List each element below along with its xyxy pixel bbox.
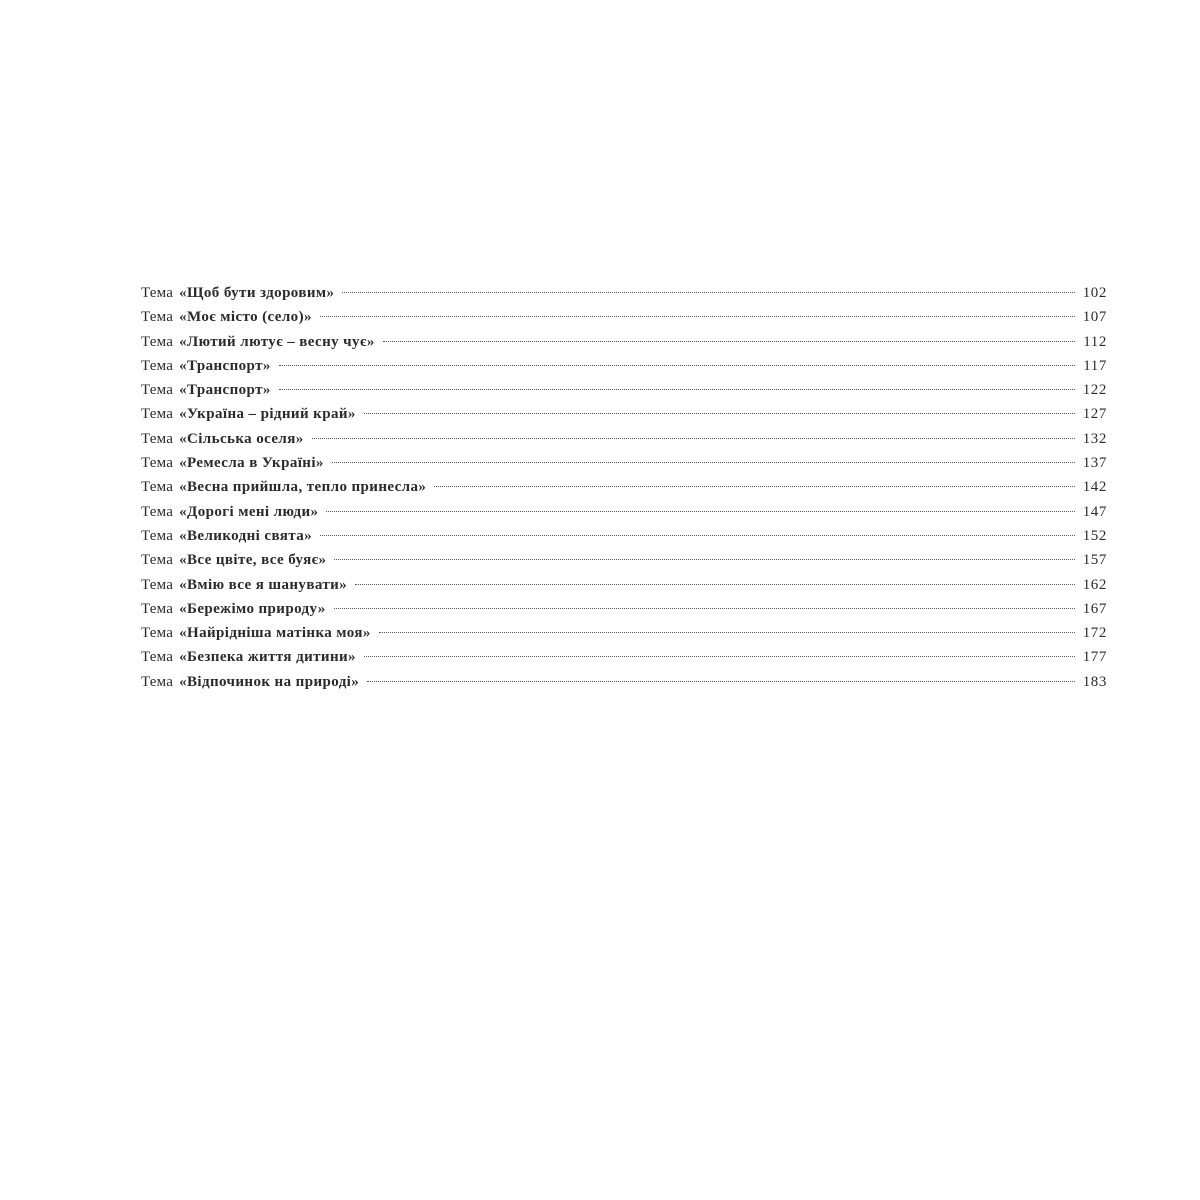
toc-entry-prefix: Тема	[141, 357, 174, 374]
toc-entry-title: «Сільська оселя»	[179, 430, 304, 447]
toc-entry-page: 122	[1082, 382, 1107, 399]
toc-entry-title: «Весна прийшла, тепло принесла»	[179, 479, 427, 496]
toc-entry	[141, 670, 1107, 694]
toc-entry-page: 172	[1082, 625, 1107, 642]
toc-entry-page: 127	[1082, 406, 1107, 423]
toc-entry	[141, 573, 1107, 597]
toc-entry-page: 112	[1083, 333, 1107, 350]
toc-entry	[141, 621, 1107, 645]
dot-leader	[355, 584, 1075, 585]
dot-leader	[364, 656, 1075, 657]
toc-entry-page: 107	[1082, 309, 1107, 326]
toc-entry-prefix: Тема	[141, 600, 174, 617]
toc-entry	[141, 524, 1107, 548]
toc-entry-title: «Транспорт»	[179, 357, 271, 374]
toc-entry-title: «Лютий лютує – весну чує»	[179, 333, 375, 350]
toc-entry-title: «Відпочинок на природі»	[179, 673, 360, 690]
dot-leader	[367, 681, 1075, 682]
toc-entry-title: «Ремесла в Україні»	[179, 455, 324, 472]
toc-entry-title: «Великодні свята»	[179, 527, 313, 544]
toc-entry-title: «Дорогі мені люди»	[179, 503, 319, 520]
toc-entry	[141, 548, 1107, 572]
toc-entry-prefix: Тема	[141, 455, 174, 472]
toc-entry-page: 132	[1082, 430, 1107, 447]
toc-entry-title: «Україна – рідний край»	[179, 406, 356, 423]
toc-entry-prefix: Тема	[141, 625, 174, 642]
toc-entry	[141, 597, 1107, 621]
toc-entry-prefix: Тема	[141, 430, 174, 447]
toc-entry-page: 137	[1082, 455, 1107, 472]
dot-leader	[334, 559, 1074, 560]
toc-entry-prefix: Тема	[141, 503, 174, 520]
toc-entry-page: 152	[1082, 527, 1107, 544]
dot-leader	[312, 438, 1075, 439]
toc-entry-page: 147	[1082, 503, 1107, 520]
dot-leader	[279, 389, 1075, 390]
toc-entry	[141, 500, 1107, 524]
toc-entry	[141, 645, 1107, 669]
toc-entry-prefix: Тема	[141, 309, 174, 326]
toc-entry	[141, 281, 1107, 305]
toc-entry-title: «Транспорт»	[179, 382, 271, 399]
toc-entry-prefix: Тема	[141, 479, 174, 496]
dot-leader	[279, 365, 1076, 366]
dot-leader	[326, 511, 1074, 512]
toc-entry	[141, 305, 1107, 329]
toc-entry-title: «Бережімо природу»	[179, 600, 326, 617]
toc-entry	[141, 475, 1107, 499]
toc-entry	[141, 354, 1107, 378]
toc-entry-title: «Безпека життя дитини»	[179, 649, 356, 666]
dot-leader	[320, 535, 1075, 536]
toc-entry-page: 117	[1083, 357, 1107, 374]
toc-entry-prefix: Тема	[141, 285, 174, 301]
table-of-contents	[141, 281, 1107, 694]
toc-entry-prefix: Тема	[141, 406, 174, 423]
dot-leader	[364, 413, 1075, 414]
dot-leader	[320, 316, 1075, 317]
toc-entry-page: 183	[1082, 673, 1107, 690]
toc-entry-page: 177	[1082, 649, 1107, 666]
dot-leader	[379, 632, 1075, 633]
toc-entry-title: «Щоб бути здоровим»	[179, 285, 335, 301]
toc-entry	[141, 427, 1107, 451]
dot-leader	[434, 486, 1074, 487]
toc-entry-page: 142	[1082, 479, 1107, 496]
toc-entry	[141, 378, 1107, 402]
toc-entry-prefix: Тема	[141, 333, 174, 350]
dot-leader	[332, 462, 1075, 463]
toc-entry	[141, 330, 1107, 354]
toc-entry-page: 157	[1082, 552, 1107, 569]
toc-entry-title: «Найрідніша матінка моя»	[179, 625, 371, 642]
toc-entry	[141, 451, 1107, 475]
toc-entry-page: 162	[1082, 576, 1107, 593]
toc-entry-prefix: Тема	[141, 382, 174, 399]
dot-leader	[334, 608, 1075, 609]
dot-leader	[342, 292, 1074, 293]
toc-entry-prefix: Тема	[141, 649, 174, 666]
toc-entry-prefix: Тема	[141, 527, 174, 544]
toc-entry-title: «Вмію все я шанувати»	[179, 576, 348, 593]
toc-entry-prefix: Тема	[141, 673, 174, 690]
toc-entry-page: 167	[1082, 600, 1107, 617]
toc-entry-prefix: Тема	[141, 552, 174, 569]
toc-entry	[141, 402, 1107, 426]
toc-entry-page: 102	[1082, 285, 1107, 301]
dot-leader	[383, 341, 1076, 342]
toc-entry-title: «Все цвіте, все буяє»	[179, 552, 327, 569]
toc-entry-title: «Моє місто (село)»	[179, 309, 312, 326]
toc-entry-prefix: Тема	[141, 576, 174, 593]
